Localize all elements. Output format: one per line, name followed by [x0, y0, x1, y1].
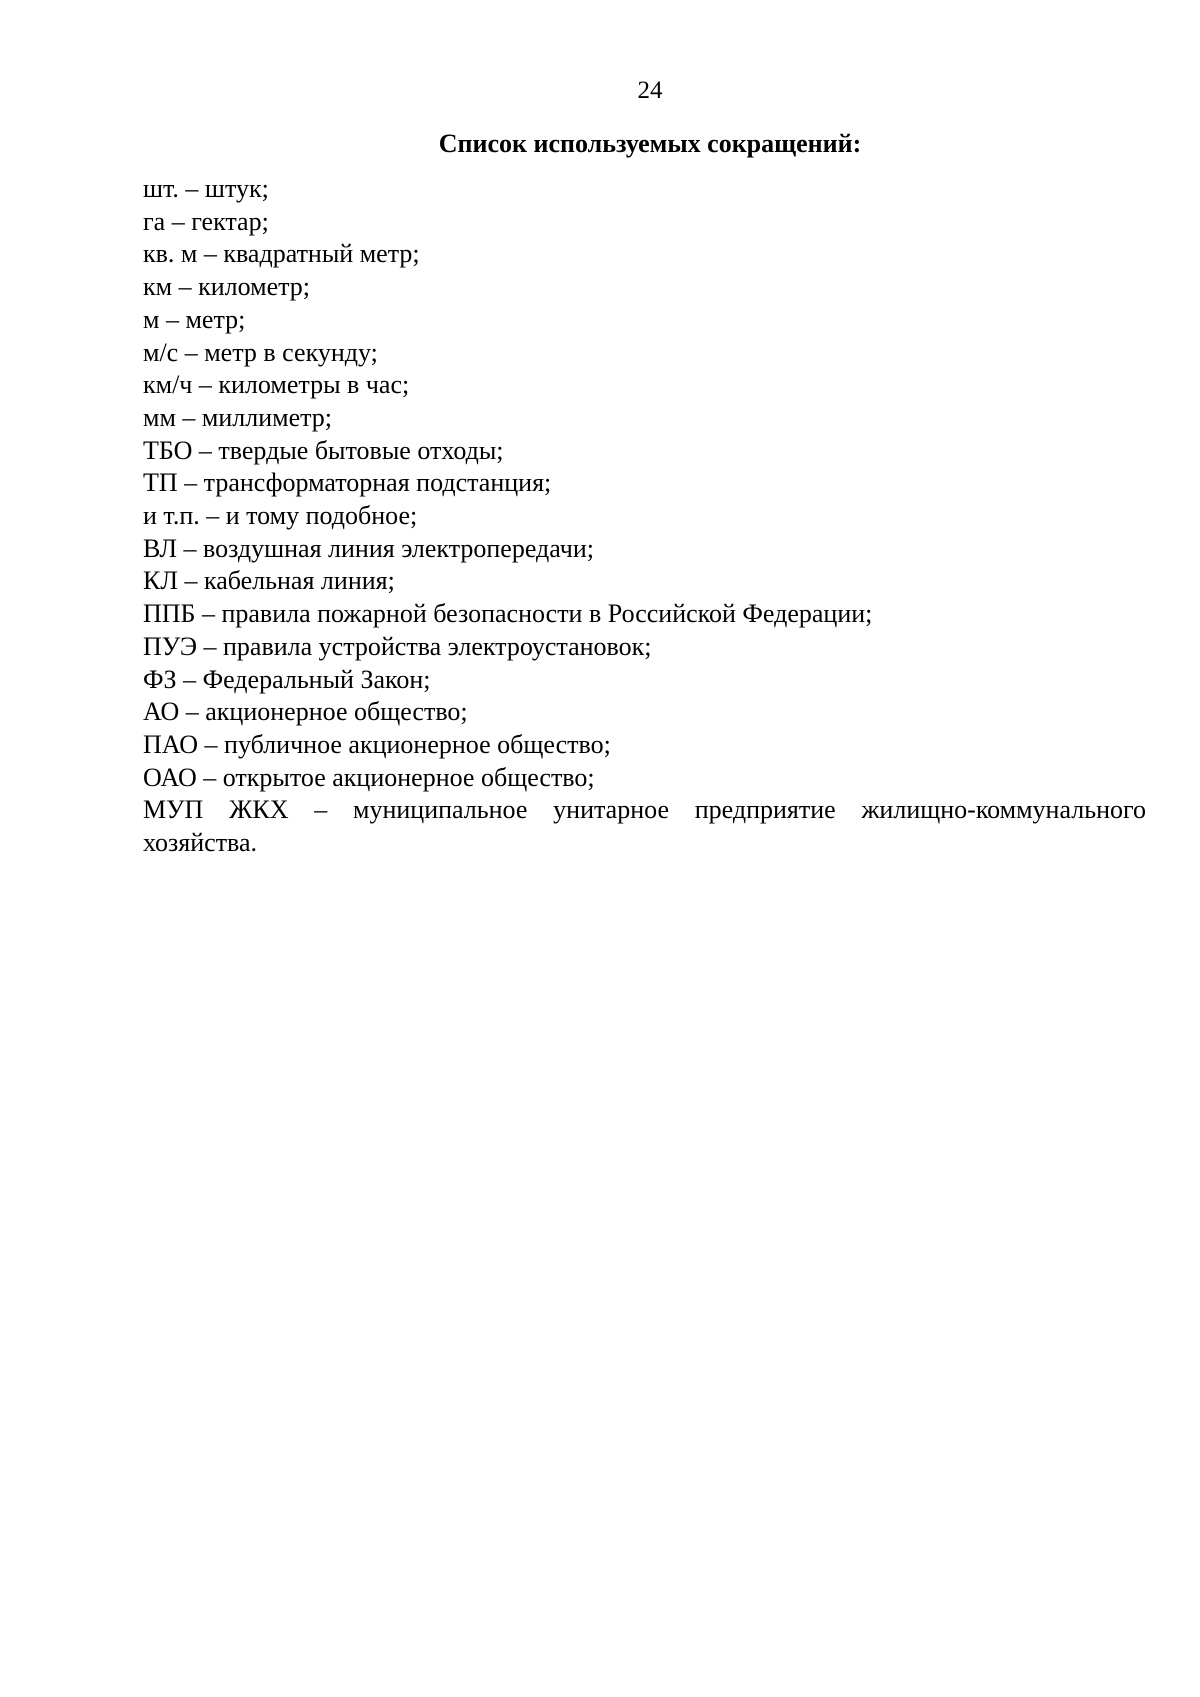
list-item: ПУЭ – правила устройства электроустановок; [143, 631, 652, 661]
list-item: шт. – штук; [143, 174, 269, 203]
list-item: и т.п. – и тому подобное; [143, 501, 418, 531]
list-item: га – гектар; [143, 206, 269, 236]
list-item: ОАО – открытое акционерное общество; [143, 762, 595, 792]
list-item: ППБ – правила пожарной безопасности в Российской Федерации; [143, 599, 873, 629]
list-item: км/ч – километры в час; [143, 370, 410, 400]
page-number: 24 [637, 77, 663, 104]
list-item: мм – миллиметр; [143, 402, 333, 432]
list-item: ТБО – твердые бытовые отходы; [143, 435, 504, 465]
list-item: ТП – трансформаторная подстанция; [143, 468, 552, 498]
list-item: м – метр; [143, 304, 246, 334]
list-item: ФЗ – Федеральный Закон; [143, 664, 431, 694]
list-item: м/с – метр в секунду; [143, 337, 378, 367]
list-item: ПАО – публичное акционерное общество; [143, 729, 611, 759]
abbreviation-list [143, 173, 1146, 860]
list-item: АО – акционерное общество; [143, 697, 468, 727]
list-item: км – километр; [143, 272, 311, 302]
list-item: ВЛ – воздушная линия электропередачи; [143, 533, 594, 563]
list-item: МУП ЖКХ – муниципальное унитарное предприятие жилищно-коммунального хозяйства. [143, 795, 1146, 858]
list-item: КЛ – кабельная линия; [143, 566, 395, 596]
page-title: Список используемых сокращений: [438, 129, 862, 158]
list-item: кв. м – квадратный метр; [143, 239, 420, 269]
